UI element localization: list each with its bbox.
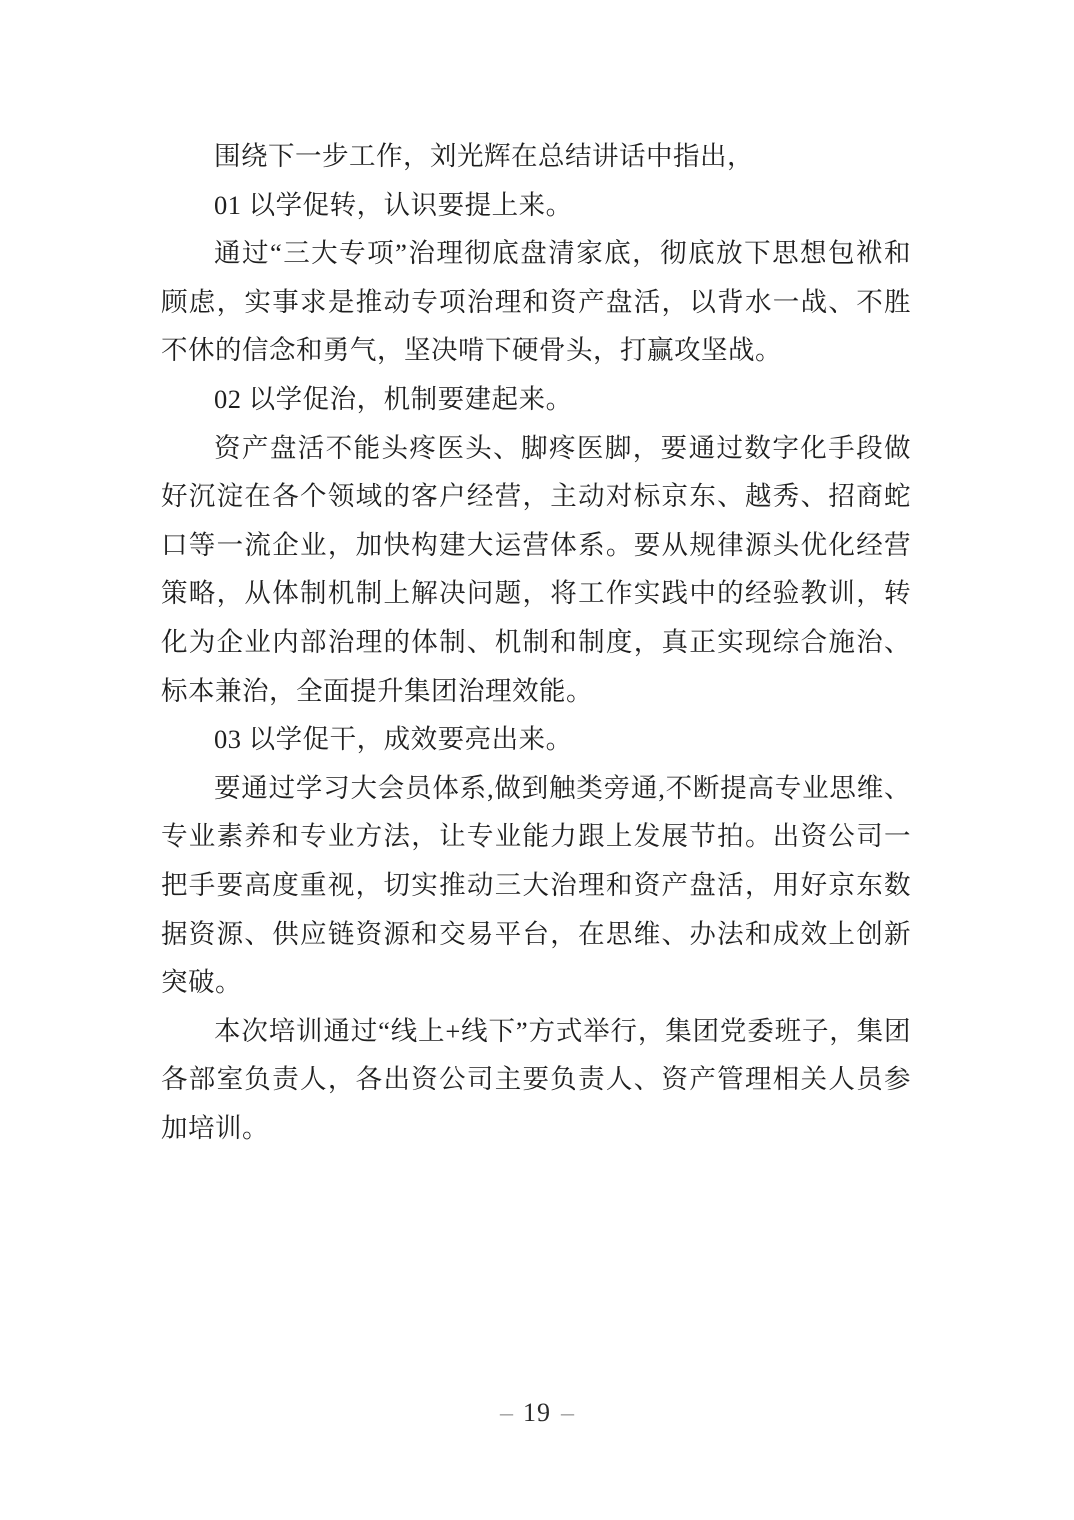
footer-right-dash: – [561, 1398, 574, 1427]
paragraph-closing: 本次培训通过“线上+线下”方式举行，集团党委班子，集团各部室负责人，各出资公司主要负责人、资产管理相关人员参加培训。 [161, 1015, 911, 1143]
numbered-point-01: 01 以学促转，认识要提上来。 [214, 189, 573, 220]
page-number: 19 [523, 1398, 551, 1427]
paragraph-intro: 围绕下一步工作，刘光辉在总结讲话中指出， [214, 141, 754, 171]
footer-left-dash: – [500, 1398, 513, 1427]
paragraph-point-01-detail: 通过“三大专项”治理彻底盘清家底，彻底放下思想包袱和顾虑，实事求是推动专项治理和资产盘活，以背水一战、不胜不休的信念和勇气，坚决啃下硬骨头，打赢攻坚战。 [161, 238, 911, 366]
paragraph-point-03-detail: 要通过学习大会员体系,做到触类旁通,不断提高专业思维、专业素养和专业方法，让专业能力跟上发展节拍。出资公司一把手要高度重视，切实推动三大治理和资产盘活，用好京东数据资源、供应链资源和交易平台，在思维、办法和成效上创新突破。 [161, 772, 911, 998]
paragraph-point-02-detail: 资产盘活不能头疼医头、脚疼医脚，要通过数字化手段做好沉淀在各个领域的客户经营，主动对标京东、越秀、招商蛇口等一流企业，加快构建大运营体系。要从规律源头优化经营策略，从体制机制上解决问题，将工作实践中的经验教训，转化为企业内部治理的体制、机制和制度，真正实现综合施治、标本兼治，全面提升集团治理效能。 [161, 432, 911, 706]
numbered-point-03: 03 以学促干，成效要亮出来。 [214, 724, 573, 755]
page-footer [0, 1396, 1074, 1430]
numbered-point-02: 02 以学促治，机制要建起来。 [214, 383, 573, 414]
document-body [161, 132, 911, 1152]
